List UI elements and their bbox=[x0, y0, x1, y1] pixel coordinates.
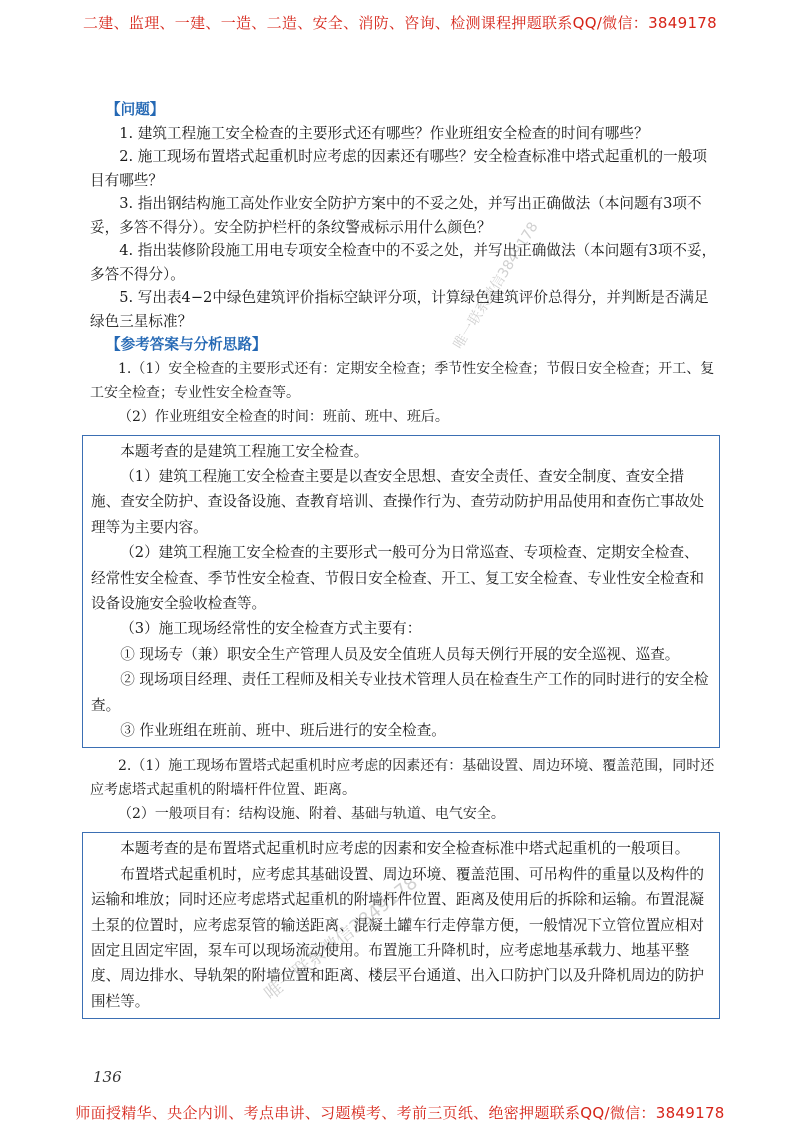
question-4: 4. 指出装修阶段施工用电专项安全检查中的不妥之处，并写出正确做法（本问题有3项不妥，多答不得分）。 bbox=[90, 242, 717, 283]
box1-line: ① 现场专（兼）职安全生产管理人员及安全值班人员每天例行开展的安全巡视、巡查。 bbox=[120, 645, 680, 663]
answer-2-part-1: 2.（1）施工现场布置塔式起重机时应考虑的因素还有：基础设置、周边环境、覆盖范围，同时还应考虑塔式起重机的附墙杆件位置、距离。 bbox=[90, 758, 715, 799]
question-2: 2. 施工现场布置塔式起重机时应考虑的因素还有哪些？安全检查标准中塔式起重机的一般项目有哪些？ bbox=[90, 148, 707, 189]
answer-1-part-2: （2）作业班组安全检查的时间：班前、班中、班后。 bbox=[118, 408, 449, 425]
box1-line: 本题考查的是建筑工程施工安全检查。 bbox=[120, 442, 369, 460]
box1-line: （2）建筑工程施工安全检查的主要形式一般可分为日常巡查、专项检查、定期安全检查、经常性安全检查、季节性安全检查、节假日安全检查、开工、复工安全检查、专业性安全检查和设备设施安全验收检查等。 bbox=[91, 544, 704, 612]
box1-line: （1）建筑工程施工安全检查主要是以查安全思想、查安全责任、查安全制度、查安全措施、查安全防护、查设备设施、查教育培训、查操作行为、查劳动防护用品使用和查伤亡事故处理等为主要内容。 bbox=[91, 467, 704, 536]
bottom-banner: 师面授精华、央企内训、考点串讲、习题模考、考前三页纸、绝密押题联系QQ/微信：3849178 bbox=[75, 1104, 725, 1122]
box1-line: ③ 作业班组在班前、班中、班后进行的安全检查。 bbox=[120, 721, 446, 739]
page-number: 136 bbox=[93, 1068, 122, 1086]
question-3: 3. 指出钢结构施工高处作业安全防护方案中的不妥之处，并写出正确做法（本问题有3项不妥，多答不得分）。安全防护栏杆的条纹警戒标示用什么颜色？ bbox=[90, 195, 702, 236]
watermark: 唯一联系微信3849178 bbox=[450, 219, 542, 353]
box2-line: 本题考查的是布置塔式起重机时应考虑的因素和安全检查标准中塔式起重机的一般项目。 bbox=[120, 840, 690, 858]
answer-2-part-2: （2）一般项目有：结构设施、附着、基础与轨道、电气安全。 bbox=[118, 806, 505, 823]
box1-line: （3）施工现场经常性的安全检查方式主要有： bbox=[120, 620, 422, 638]
watermark: 唯一联系微信3849178 bbox=[260, 872, 422, 1005]
answer-1-part-1: 1.（1）安全检查的主要形式还有：定期安全检查；季节性安全检查；节假日安全检查；开工、复工安全检查；专业性安全检查等。 bbox=[90, 360, 715, 401]
answer-heading: 【参考答案与分析思路】 bbox=[106, 336, 267, 353]
questions-heading: 【问题】 bbox=[106, 101, 165, 118]
analysis-box-1 bbox=[82, 435, 720, 749]
question-1: 1. 建筑工程施工安全检查的主要形式还有哪些？作业班组安全检查的时间有哪些？ bbox=[119, 124, 649, 142]
box1-line: ② 现场项目经理、责任工程师及相关专业技术管理人员在检查生产工作的同时进行的安全检查。 bbox=[91, 671, 709, 714]
question-5: 5. 写出表4−2中绿色建筑评价指标空缺评分项，计算绿色建筑评价总得分，并判断是否满足绿色三星标准？ bbox=[90, 289, 709, 330]
top-banner: 二建、监理、一建、一造、二造、安全、消防、咨询、检测课程押题联系QQ/微信：3849178 bbox=[83, 14, 717, 32]
box2-line: 布置塔式起重机时，应考虑其基础设置、周边环境、覆盖范围、可吊构件的重量以及构件的运输和堆放；同时还应考虑塔式起重机的附墙杆件位置、距离及使用后的拆除和运输。布置混凝土泵的位置时，应考虑泵管的输送距离、混凝土罐车行走停靠方便，一般情况下立管位置应相对固定且固定牢固，泵车可以现场流动使用。布置施工升降机时，应考虑地基承载力、地基平整度、周边排水、导轨架的附墙位置和距离、楼层平台通道、出入口防护门以及升降机周边的防护围栏等。 bbox=[91, 865, 704, 1010]
analysis-box-2 bbox=[82, 832, 720, 1019]
page-content bbox=[90, 98, 718, 1025]
